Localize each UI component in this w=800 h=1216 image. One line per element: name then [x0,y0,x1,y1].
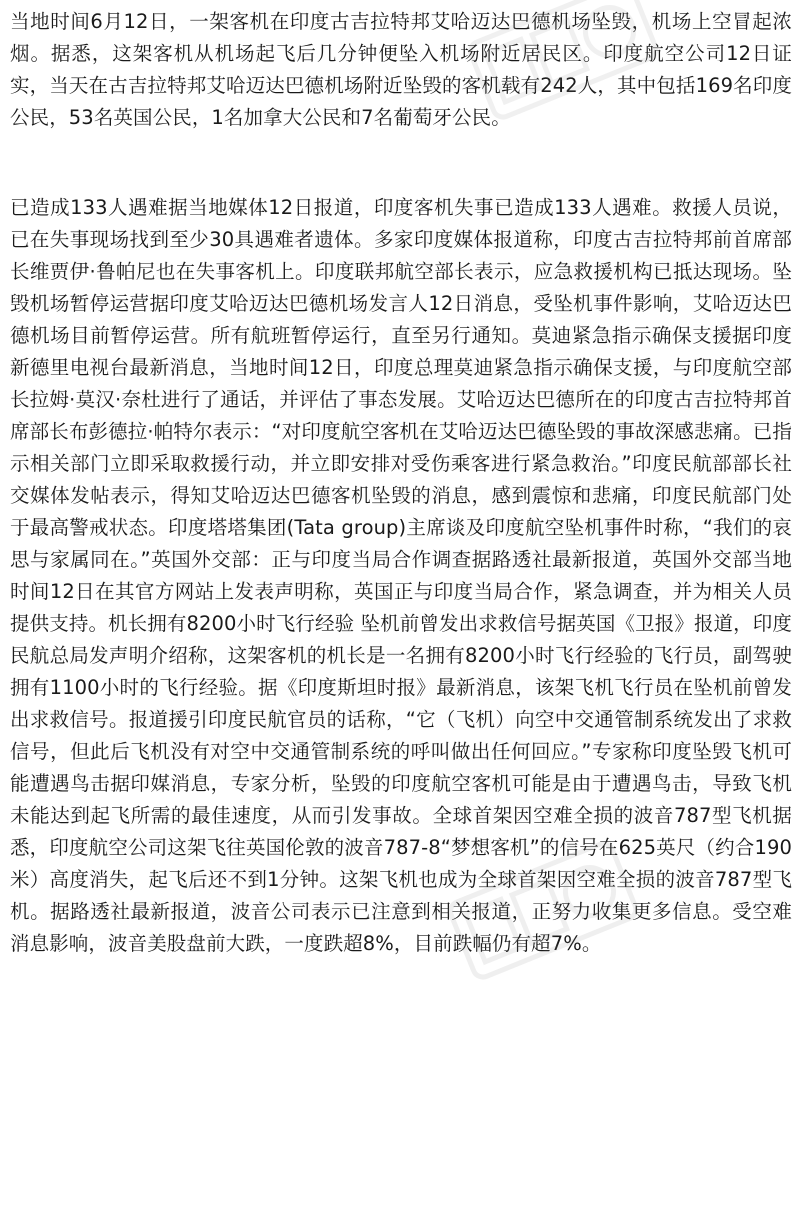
article-paragraph-2: 已造成133人遇难据当地媒体12日报道，印度客机失事已造成133人遇难。救援人员说，已在失事现场找到至少30具遇难者遗体。多家印度媒体报道称，印度古吉拉特邦前首席部长维贾伊·鲁帕尼也在失事客机上。印度联邦航空部长表示，应急救援机构已抵达现场。坠毁机场暂停运营据印度艾哈迈达巴德机场发言人12日消息，受坠机事件影响，艾哈迈达巴德机场目前暂停运营。所有航班暂停运行，直至另行通知。莫迪紧急指示确保支援据印度新德里电视台最新消息，当地时间12日，印度总理莫迪紧急指示确保支援，与印度航空部长拉姆·莫汉·奈杜进行了通话，并评估了事态发展。艾哈迈达巴德所在的印度古吉拉特邦首席部长布彭德拉·帕特尔表示：“对印度航空客机在艾哈迈达巴德坠毁的事故深感悲痛。已指示相关部门立即采取救援行动，并立即安排对受伤乘客进行紧急救治。”印度民航部部长社交媒体发帖表示，得知艾哈迈达巴德客机坠毁的消息，感到震惊和悲痛，印度民航部门处于最高警戒状态。印度塔塔集团(Tata group)主席谈及印度航空坠机事件时称，“我们的哀思与家属同在。”英国外交部：正与印度当局合作调查据路透社最新报道，英国外交部当地时间12日在其官方网站上发表声明称，英国正与印度当局合作，紧急调查，并为相关人员提供支持。机长拥有8200小时飞行经验 坠机前曾发出求救信号据英国《卫报》报道，印度民航总局发声明介绍称，这架客机的机长是一名拥有8200小时飞行经验的飞行员，副驾驶拥有1100小时的飞行经验。据《印度斯坦时报》最新消息，该架飞机飞行员在坠机前曾发出求救信号。报道援引印度民航官员的话称，“它（飞机）向空中交通管制系统发出了求救信号，但此后飞机没有对空中交通管制系统的呼叫做出任何回应。”专家称印度坠毁飞机可能遭遇鸟击据印媒消息，专家分析，坠毁的印度航空客机可能是由于遭遇鸟击，导致飞机未能达到起飞所需的最佳速度，从而引发事故。全球首架因空难全损的波音787型飞机据悉，印度航空公司这架飞往英国伦敦的波音787-8“梦想客机”的信号在625英尺（约合190米）高度消失，起飞后还不到1分钟。这架飞机也成为全球首架因空难全损的波音787型飞机。据路透社最新报道，波音公司表示已注意到相关报道，正努力收集更多信息。受空难消息影响，波音美股盘前大跌，一度跌超8%，目前跌幅仍有超7%。 [10,196,792,955]
paragraph-spacer [10,134,792,192]
article-paragraph-1: 当地时间6月12日，一架客机在印度古吉拉特邦艾哈迈达巴德机场坠毁，机场上空冒起浓烟。据悉，这架客机从机场起飞后几分钟便坠入机场附近居民区。印度航空公司12日证实，当天在古吉拉特邦艾哈迈达巴德机场附近坠毁的客机载有242人，其中包括169名印度公民，53名英国公民，1名加拿大公民和7名葡萄牙公民。 [10,10,792,129]
article-body [10,6,792,960]
